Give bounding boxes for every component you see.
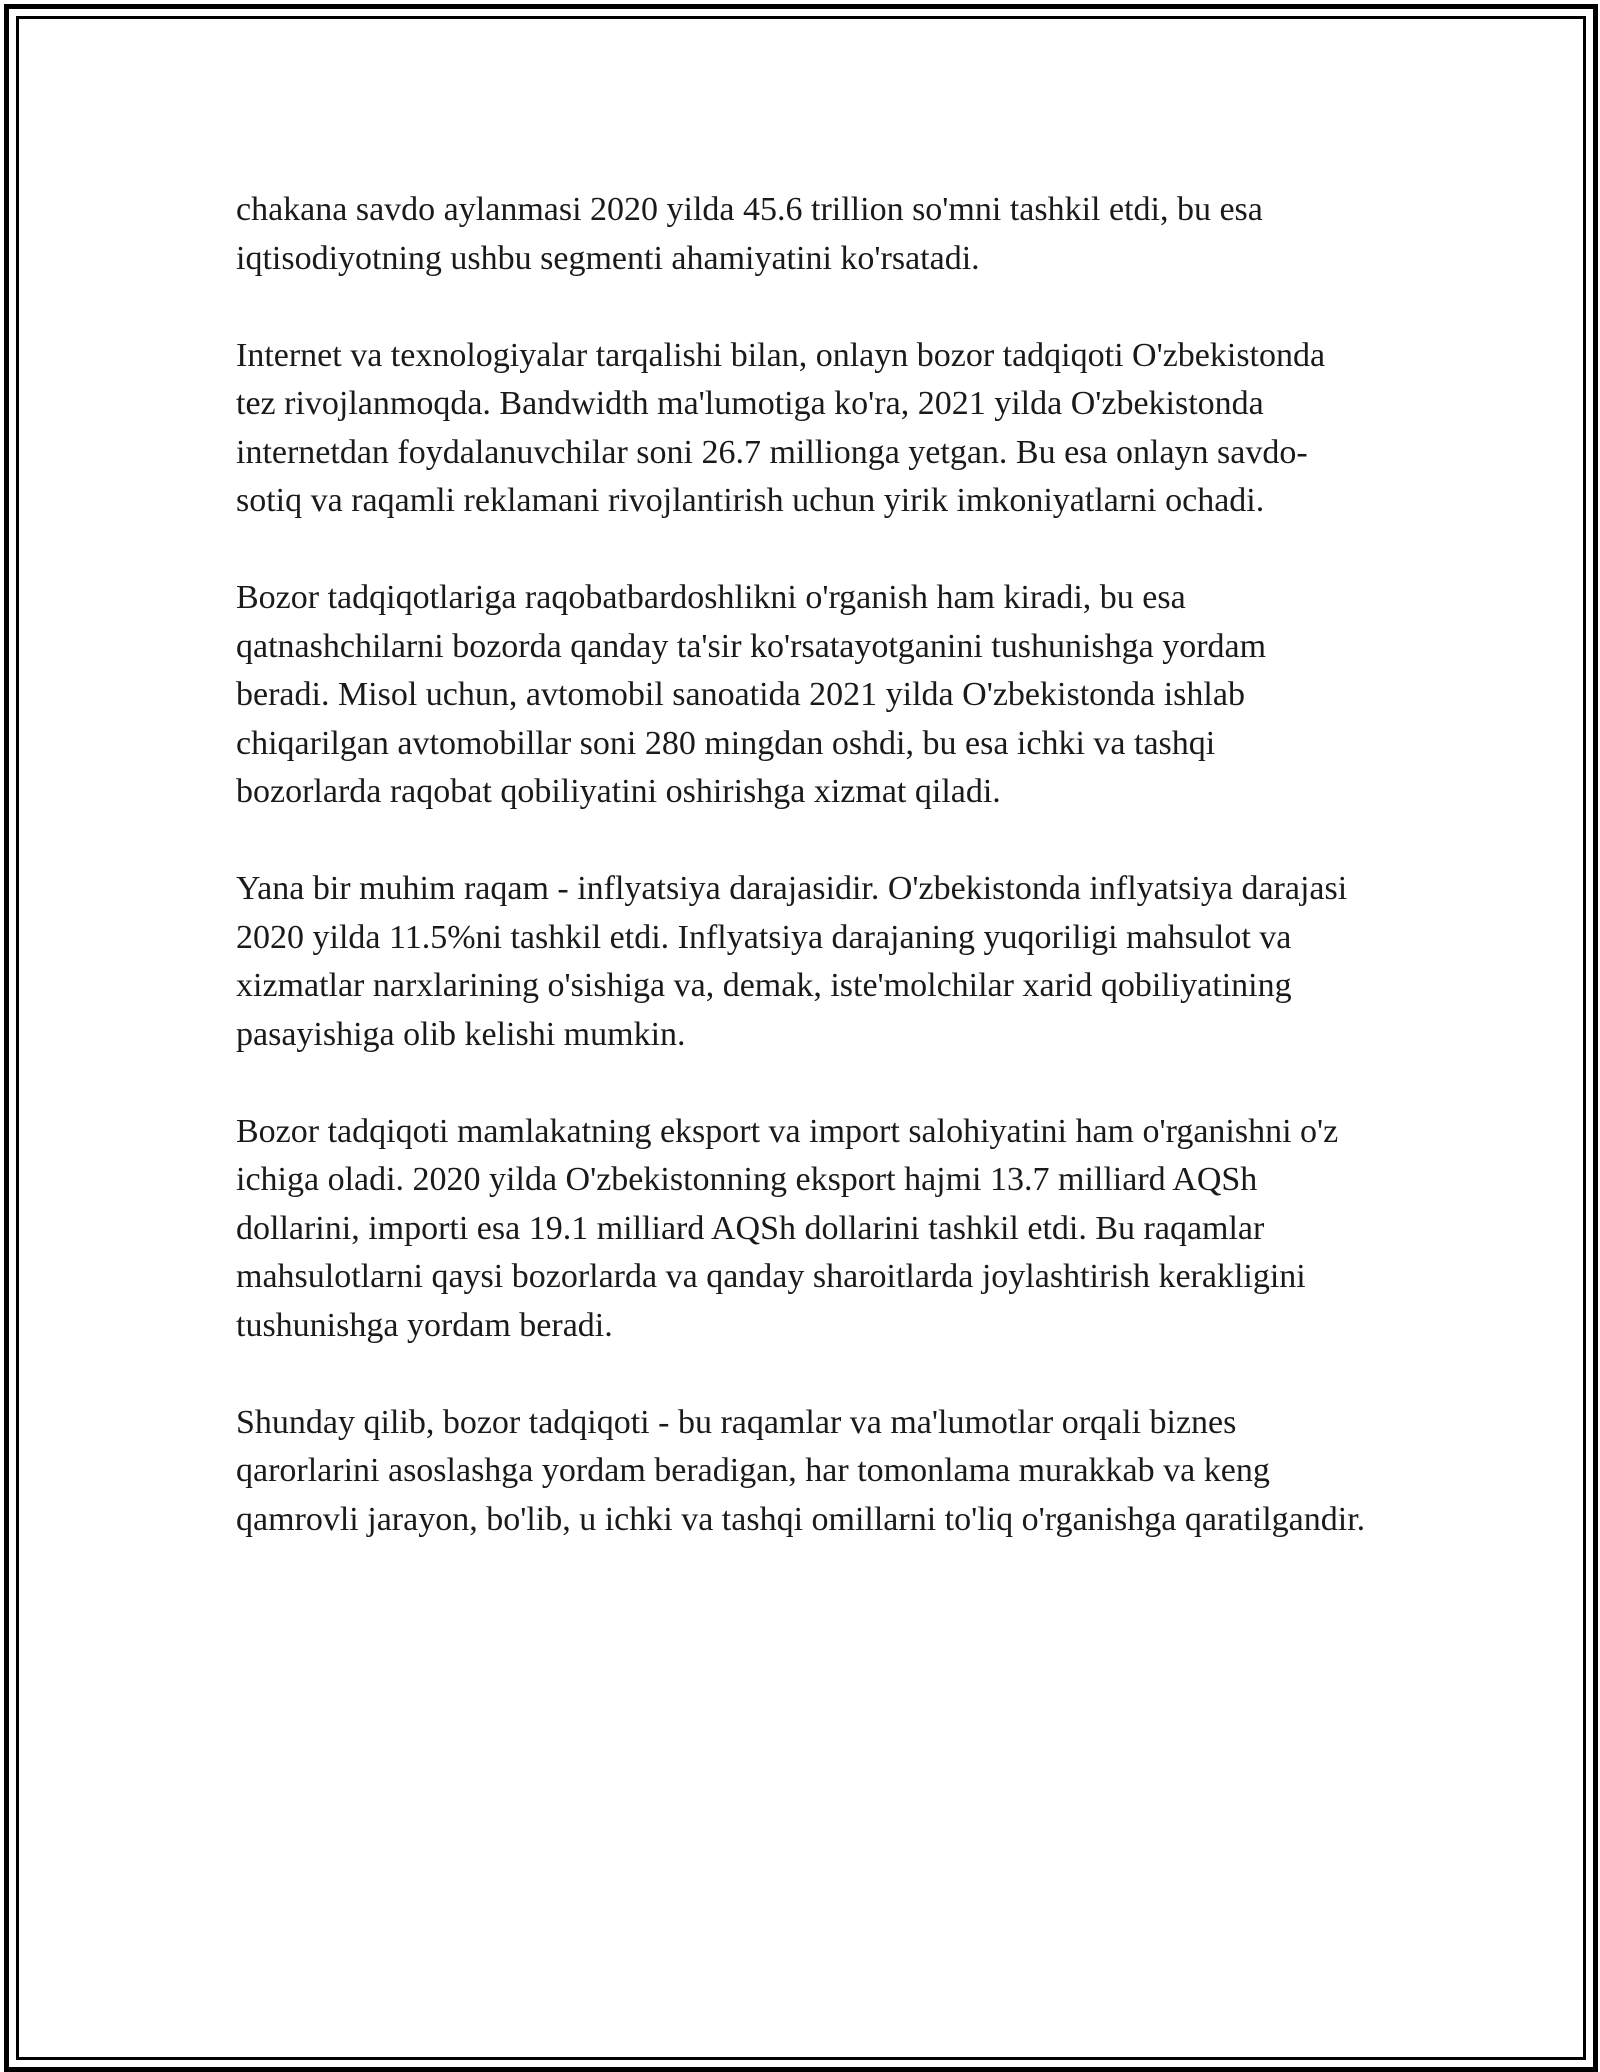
paragraph: Bozor tadqiqoti mamlakatning eksport va import salohiyatini ham o'rganishni o'z ichiga oladi. 2020 yilda O'zbekistonning eksport hajmi 13.7 milliard AQSh dollarini, importi esa 19.1 milliard AQSh dollarini tashkil etdi. Bu raqamlar mahsulotlarni qaysi bozorlarda va qanday sharoitlarda joylashtirish kerakligini tushunishga yordam beradi. <box>236 1112 1339 1344</box>
paragraph: Yana bir muhim raqam - inflyatsiya darajasidir. O'zbekistonda inflyatsiya darajasi 2020 yilda 11.5%ni tashkil etdi. Inflyatsiya darajaning yuqoriligi mahsulot va xizmatlar narxlarining o'sishiga va, demak, iste'molchilar xarid qobiliyatining pasayishiga olib kelishi mumkin. <box>236 870 1348 1053</box>
paragraph: Shunday qilib, bozor tadqiqoti - bu raqamlar va ma'lumotlar orqali biznes qarorlarini asoslashga yordam beradigan, har tomonlama murakkab va keng qamrovli jarayon, bo'lib, u ichki va tashqi omillarni to'liq o'rganishga qaratilgandir. <box>236 1403 1366 1538</box>
paragraph: Bozor tadqiqotlariga raqobatbardoshlikni o'rganish ham kiradi, bu esa qatnashchilarni bozorda qanday ta'sir ko'rsatayotganini tushunishga yordam beradi. Misol uchun, avtomobil sanoatida 2021 yilda O'zbekistonda ishlab chiqarilgan avtomobillar soni 280 mingdan oshdi, bu esa ichki va tashqi bozorlarda raqobat qobiliyatini oshirishga xizmat qiladi. <box>236 579 1267 810</box>
paragraph: Internet va texnologiyalar tarqalishi bilan, onlayn bozor tadqiqoti O'zbekistonda tez rivojlanmoqda. Bandwidth ma'lumotiga ko'ra, 2021 yilda O'zbekistonda internetdan foydalanuvchilar soni 26.7 millionga yetgan. Bu esa onlayn savdo-sotiq va raqamli reklamani rivojlantirish uchun yirik imkoniyatlarni ochadi. <box>236 336 1326 519</box>
paragraph: chakana savdo aylanmasi 2020 yilda 45.6 trillion so'mni tashkil etdi, bu esa iqtisodiyotning ushbu segmenti ahamiyatini ko'rsatadi. <box>236 191 1263 277</box>
document-body <box>236 186 1366 1593</box>
